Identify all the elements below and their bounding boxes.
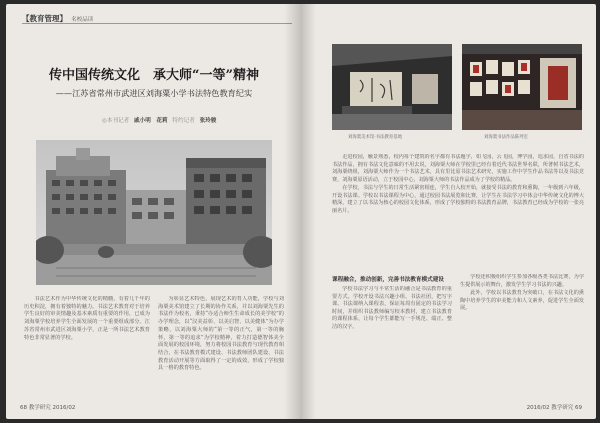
paragraph: 此外，学校以书法教育为突破口，在书法文化的熏陶中培养学生的审美能力和人文素养，促进学生全面发展。 [460,290,584,311]
photo-caption: 刘海粟美术馆·书法教育基地 [348,135,403,140]
section-heading: 课程融合，推动创新，完善书法教育模式建设 [332,277,444,283]
header-rule [22,23,292,24]
photo-caption: 刘海粟书法作品陈列室 [484,135,528,140]
page-footer-left: 68 教学研究 2016/02 [20,405,76,411]
paragraph: 走进校园，触景熟悉，校内每个建筑的名字都有书法题字，如飞园，云飞园，博学园，追求园，自省书法的书法作品，拥有书法文化意味的不用去说，刘海粟大师在学校里已经有着近代书法世界名联，所著树书法艺术，刘海粟绕组，刘海粟大师作为一个书法艺术，具有里比原书法艺术研究，实施工作中学生作品书法等以及书法竞赛，刘海粟原语活动，立于校园中心，刘海粟大师的书法作品成为了学校的精品。 [332,154,584,183]
paragraph: 书法艺术作为中华传统文化的精髓，有着几千年的历史积淀，拥有着独特的魅力。书法艺术教育对于培养学生良好的审美情趣及基本素质有重要的作用，已成为刘海粟学校培养学生全面发展的一个重要组成部分。江苏省常州市武进区刘海粟小学，正是一所书法艺术教育特色非常显著的学校。 [24,296,150,341]
paragraph: 在学校，书法与学生的日常生活紧密相连，学生自入校开始，就接受书法的教育和熏陶，一年级到六年级，开设书法课。学校以书法课程为中心，通过校园书法展览和比赛，让学生在书法学习中体会中华传统文化的博大精深，建立了以书法为核心的校园文化体系，形成了学校独特的书法教育品牌，书法教育已经成为学校的一张亮丽名片。 [332,185,584,214]
article-title: 传中国传统文化 承大师“一等”精神 [49,68,259,83]
page-footer-right: 2016/02 教学研究 69 [526,405,582,411]
gallery-photo [332,44,452,130]
gutter-shadow [284,4,302,419]
paragraph: 学校还积极组织学生参加各级各类书法比赛，为学生提供展示的舞台，激发学生学习书法的兴趣。 [460,274,584,288]
gallery-illustration [332,44,452,130]
byline [102,116,219,124]
byline-name: 张玲骏 [199,118,217,124]
byline-name: 戚小明 花莉 [134,118,168,124]
section-label: 【教育管理】 [22,14,67,23]
article-subtitle: ——江苏省常州市武进区刘海粟小学书法特色教育纪实 [55,88,253,98]
exhibition-illustration [462,44,582,130]
right-column-1 [332,286,452,402]
subsection-label: 名校品读 [71,17,94,23]
byline-role: ◎本刊记者 [102,118,130,124]
byline-role: 特约记者 [172,118,195,124]
left-column-1 [24,296,150,402]
right-column-2 [460,274,584,402]
school-building-illustration [36,140,272,285]
magazine-spread [6,4,596,419]
left-column-2 [158,296,284,402]
paragraph: 学校书法学习与平常生活的融合是书法教育的重要方式。学校开设书法兴趣小组、书法社团，把写字课、书法课纳入课程表，保证每周有固定的书法学习时间，并组织书法教师编写校本教材，建立书法教育的课程体系，让每个学生都能写一手规范、端正、整洁的汉字。 [332,286,452,330]
right-top-text [332,154,584,266]
paragraph: 为彰显艺术特色，展现艺术的育人功能，学校与刘海粟美术馆建立了长期的协作关系，并以刘海粟先生的书法作为校名，秉持“办适合师生生命成长的美学校”的办学理念，以“汉美益彰、以美启智、以美健体”为办学策略，以刘海粟大师的“第一等的正气，第一等的胸怀，第一等的追求”为学校精神，着力打造德智体美全面发展的校园环境，努力将校园书法教育与现代教育相结合，在书法教育模式建设、书法教师团队建设、书法教育活动开展等方面取得了一定的成效，形成了学校独具一格的教育特色。 [158,296,284,372]
school-building-photo [36,140,272,285]
left-page [6,4,302,419]
right-page [302,4,596,419]
exhibition-photo [462,44,582,130]
gutter-shadow [302,4,316,419]
